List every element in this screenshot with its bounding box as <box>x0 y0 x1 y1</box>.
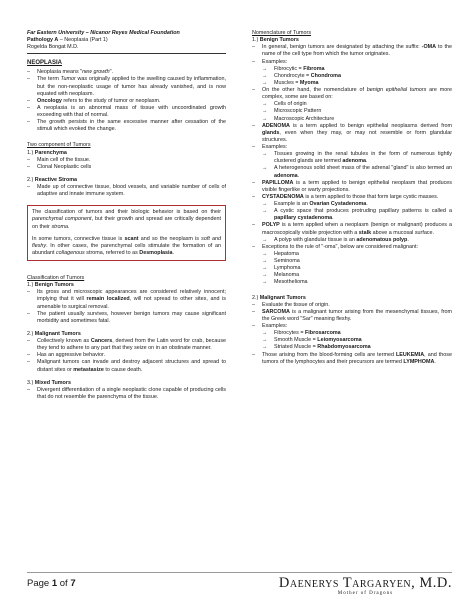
list-item: – A neoplasia is an abnormal mass of tissue with uncoordinated growth exceeding with that of normal. <box>27 104 226 119</box>
author-name: Rogelda Bongat M.D. <box>27 44 79 51</box>
example-item: → Macroscopic Architecture <box>262 115 335 122</box>
list-item: – Examples: <box>252 323 288 329</box>
signature-name: Daenerys Targaryen, M.D. <box>278 575 452 591</box>
list-item: – SARCOMA is a malignant tumor arising from the mesenchymal tissues, from the Greek word "Sar" meaning fleshy. <box>252 308 452 322</box>
two-component-title: Two component of Tumors <box>27 142 91 149</box>
list-item: – Main cell of the tissue. <box>27 156 91 163</box>
list-item: – PAPILLOMA is a term applied to benign epithelial neoplasm that produces visible fingerlike or warty projections. <box>252 179 452 193</box>
list-item: – Oncology refers to the study of tumor or neoplasm. <box>27 97 161 104</box>
example-item: → Lymphoma <box>262 265 301 272</box>
example-item: → Hepatoma <box>262 250 299 257</box>
example-item: → Example is an Ovarian Cystadenoma. <box>262 201 368 207</box>
list-item: – Evaluate the tissue of origin. <box>252 301 330 308</box>
list-item: – Examples: <box>252 58 288 65</box>
list-item: – Neoplasia means "new growth". <box>27 69 114 76</box>
list-item: – Divergent differentiation of a single neoplastic clone capable of producing cells that do not resemble the parenchyma of the tissue. <box>27 386 226 400</box>
example-item: → Striated Muscle = Rhabdomyosarcoma <box>262 344 371 351</box>
school-name: Far Eastern University – Nicanor Reyes Medical Foundation <box>27 30 180 36</box>
example-item: → Smooth Muscle = Leiomyosarcoma <box>262 337 362 344</box>
neoplasia-title: NEOPLASIA <box>27 60 63 67</box>
list-item: – Collectively known as Cancers, derived from the Latin word for crab, because they tend to adhere to any part that they seize on in an obstinate manner. <box>27 338 227 352</box>
example-item: → Mesothelioma <box>262 279 308 286</box>
right-column <box>252 30 452 366</box>
list-item: – Clonal Neoplastic cells <box>27 163 92 170</box>
list-item: – POLYP is a term applied when a neoplasm (benign or malignant) produces a macroscopically visible projection with a stalk above a mucosal surface. <box>252 222 452 236</box>
left-column <box>27 30 226 401</box>
page-number: Page 1 of 7 <box>27 578 76 589</box>
example-item: → Seminoma <box>262 258 300 264</box>
example-item: → Fibrocytes = Fibrosarcoma <box>262 330 341 337</box>
right-malignant-title: 2.) Malignant Tumors <box>252 294 306 301</box>
list-item: – The patient usually survives, however benign tumors may cause significant morbidity and sometimes fatal. <box>27 310 226 324</box>
example-item: → Chondrocyte = Chondroma <box>262 72 341 79</box>
course-label: Pathology A <box>27 37 59 44</box>
example-item: → A heterogenous solid sheet mass of the adrenal "gland" is also termed an adenoma. <box>262 165 452 179</box>
list-item: – Has an aggressive behavior. <box>27 352 106 359</box>
stroma-title: 2.) Reactive Stroma <box>27 176 78 183</box>
example-item: → Microscopic Pattern <box>262 108 322 115</box>
example-item: → Cells of origin <box>262 101 307 108</box>
course-rest: – Neoplasia (Part 1) <box>58 37 108 44</box>
list-item: – Malignant tumors can invade and destroy adjacent structures and spread to distant sites or metastasize to cause death. <box>27 359 226 373</box>
list-item: – The term Tumor was originally applied to the swelling caused by inflammation, but the non-neoplastic usage of tumor has already vanished, and is now equated with neoplasm. <box>27 76 226 97</box>
header-divider <box>27 53 226 54</box>
malignant-title: 2.) Malignant Tumors <box>27 330 81 337</box>
right-benign-title: 1.) Benign Tumors <box>252 37 299 44</box>
list-item: – Its gross and microscopic appearances are considered relatively innocent; implying that it will remain localized, will not spread to other sites, and is amenable to surgical removal. <box>27 289 226 310</box>
callout-paragraph: In some tumors, connective tissue is scant and so the neoplasm is soft and fleshy. In other cases, the parenchymal cells stimulate the formation of an abundant collagenous stroma, referred to as Desmoplasia. <box>32 235 222 256</box>
nomenclature-title: Nomenclature of Tumors <box>252 30 312 36</box>
footer-divider <box>27 572 452 573</box>
mixed-title: 3.) Mixed Tumors <box>27 379 71 386</box>
list-item: – The growth persists in the same excessive manner after cessation of the stimuli which evoked the change. <box>27 119 226 133</box>
parenchyma-title: 1.) Parenchyma <box>27 149 67 156</box>
benign-title: 1.) Benign Tumors <box>27 282 74 289</box>
course-line <box>27 37 226 44</box>
list-item: – ADENOMA is a term applied to benign epithelial neoplasms derived from glands, even when they may, or may not resemble or form glandular structures. <box>252 122 452 143</box>
example-item: → Tissues growing in the renal tubules in the form of numerous tightly clustered glands are termed adenoma. <box>262 151 452 165</box>
list-item: – Exceptions to the rule of "-oma", below are considered malignant: <box>252 243 419 250</box>
callout-paragraph: The classification of tumors and their biologic behavior is based on their parenchymal component, but their growth and spread are critically dependent on their stroma. <box>32 209 222 230</box>
list-item: – Made up of connective tissue, blood vessels, and variable number of cells of adaptive and innate immune system. <box>27 184 226 198</box>
list-item: – Those arising from the blood-forming cells are termed LEUKEMIA, and those tumors of the lymphocytes and their precursors are termed LYMPHOMA. <box>252 351 452 365</box>
example-item: → A cystic space that produces protruding papillary patterns is called a papillary cystadenoma. <box>262 208 452 222</box>
example-item: → A polyp with glandular tissue is an adenomatous polyp. <box>262 236 409 243</box>
example-item: → Muscles = Myoma <box>262 79 319 86</box>
example-item: → Melanoma <box>262 272 300 279</box>
list-item: – Examples: <box>252 144 288 150</box>
list-item: – CYSTADENOMA is a term applied to those that form large cystic masses. <box>252 193 439 200</box>
signature <box>279 574 452 598</box>
example-item: → Fibrocytic = Fibroma <box>262 65 325 72</box>
list-item: – In general, benign tumors are designated by attaching the suffix: -OMA to the name of the cell type from which the tumor originates. <box>252 44 452 58</box>
signature-subtitle: Mother of Dragons <box>337 591 394 597</box>
list-item: – On the other hand, the nomenclature of benign epithelial tumors are more complex, some are based on: <box>252 87 452 101</box>
stroma-callout-box <box>27 205 226 261</box>
classification-title: Classification of Tumors <box>27 275 85 282</box>
